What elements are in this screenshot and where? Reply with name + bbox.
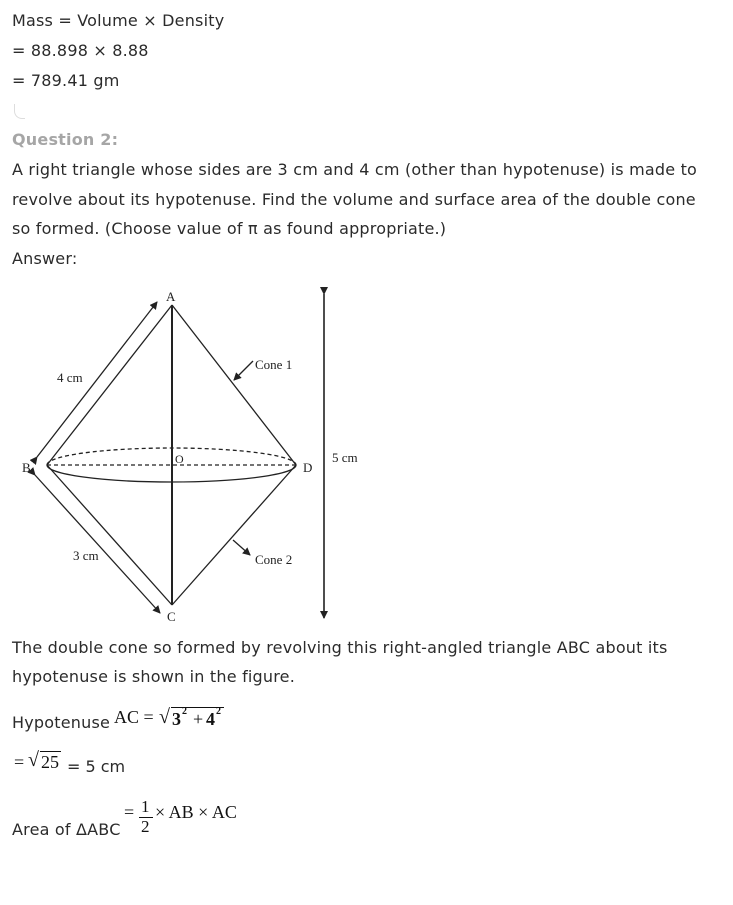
edge-BC [47,465,172,605]
label-cone2: Cone 2 [255,552,293,567]
answer-label: Answer: [12,249,78,268]
hypotenuse-label: Hypotenuse [12,713,111,732]
faint-mark-icon [14,104,25,119]
mass-value-line: = 88.898 × 8.88 [12,41,149,60]
area-label: Area of ΔABC [12,820,121,839]
label-5cm: 5 cm [332,450,358,465]
sqrt-25-equation [14,748,214,778]
label-A: A [166,289,176,304]
sqrt-sign-icon: √ [159,706,170,728]
term-3-exponent: 2 [182,706,187,717]
pointer-cone2 [233,540,250,555]
term-4-exponent: 2 [216,706,221,717]
label-4cm: 4 cm [57,370,83,385]
area-expression: × AB × AC [155,802,237,822]
solution-text-line-1: The double cone so formed by revolving this right-angled triangle ABC about its [12,638,668,657]
plus-sign: + [193,709,204,729]
pointer-cone1 [234,361,253,380]
label-cone1: Cone 1 [255,357,293,372]
fraction-denominator: 2 [141,817,150,836]
arrow-4cm [37,302,157,457]
question-heading: Question 2: [12,130,119,149]
label-D: D [303,460,313,475]
arrow-3cm [35,475,160,613]
label-C: C [167,609,176,624]
label-B: B [22,460,31,475]
mass-result-line: = 789.41 gm [12,71,120,90]
question-text-line-3: so formed. (Choose value of π as found appropriate.) [12,219,447,238]
term-3-base: 3 [172,709,181,729]
hypotenuse-lhs: AC = [114,707,154,727]
edge-AD [172,305,296,465]
area-equation [124,797,254,842]
sqrt-sign-icon: √ [28,749,39,771]
mass-formula-line: Mass = Volume × Density [12,11,225,30]
result-5cm: = 5 cm [67,757,126,776]
question-text-line-2: revolve about its hypotenuse. Find the volume and surface area of the double cone [12,190,696,209]
edge-AB [47,305,172,465]
solution-text-line-2: hypotenuse is shown in the figure. [12,667,296,686]
edge-DC [172,465,296,605]
sqrt-value: 25 [41,752,59,772]
area-equals-sign: = [124,802,135,822]
label-3cm: 3 cm [73,548,99,563]
fraction-numerator: 1 [141,797,150,816]
term-4-base: 4 [206,709,215,729]
double-cone-figure [0,285,733,625]
equals-sign: = [14,752,25,772]
question-text-line-1: A right triangle whose sides are 3 cm and 4 cm (other than hypotenuse) is made to [12,160,698,179]
label-O: O [175,452,184,466]
